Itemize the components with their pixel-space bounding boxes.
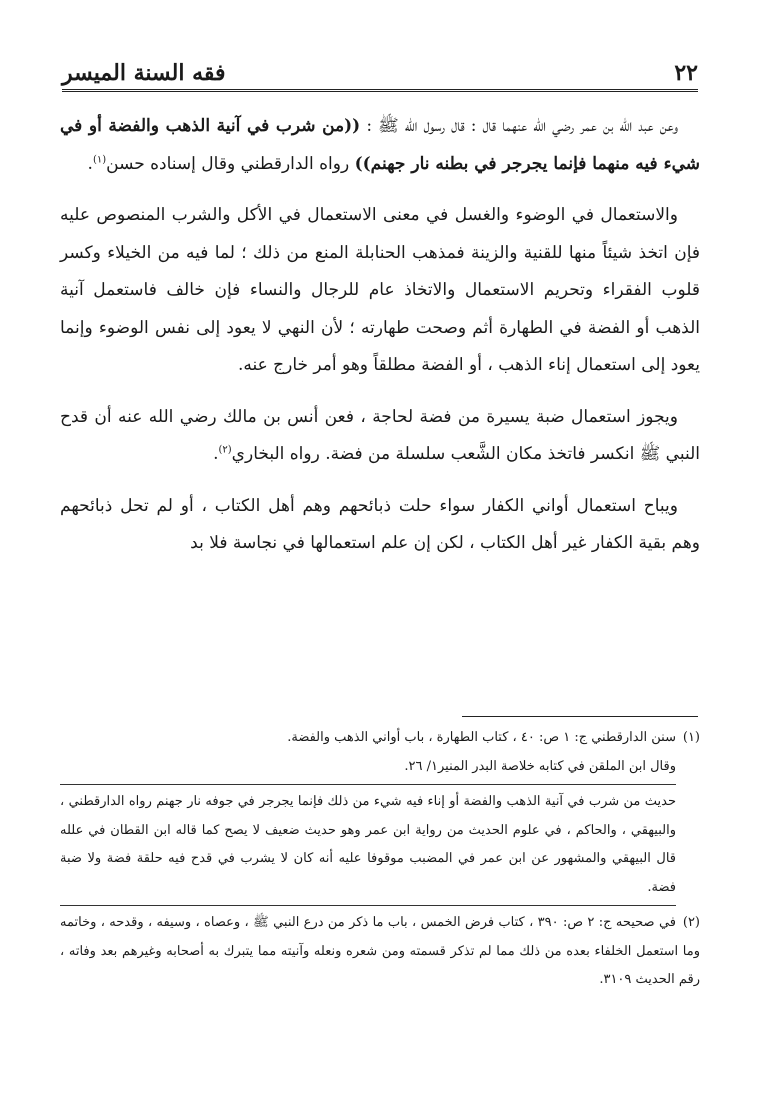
footnote-1-line-1: (١)سنن الدارقطني ج: ١ ص: ٤٠ ، كتاب الطهارة ، باب أواني الذهب والفضة. <box>60 724 700 753</box>
footnote-ref-2[interactable]: (٢) <box>218 444 232 456</box>
page-number: ٢٢ <box>674 60 698 86</box>
hadith-text: ((من شرب في آنية الذهب والفضة أو في شيء فيه منهما فإنما يجرجر في بطنه نار جهنم)) <box>60 116 700 174</box>
footnote-2-number: (٢) <box>682 915 700 930</box>
footnote-inner-rule-2 <box>60 905 676 906</box>
narration-intro: وعن عبد الله بن عمر رضي الله عنهما قال : قال رسول الله ﷺ : <box>360 116 678 136</box>
page-header <box>62 52 698 92</box>
footnotes <box>60 724 700 995</box>
footnote-1-number: (١) <box>682 730 700 745</box>
main-text <box>60 108 700 577</box>
footnote-ref-1[interactable]: (١) <box>92 153 107 165</box>
paragraph-wudu-usage: والاستعمال في الوضوء والغسل في معنى الاستعمال في الأكل والشرب المنصوص عليه فإن اتخذ شيئاً منها للقنية والزينة فمذهب الحنابلة المنع من ذلك ؛ لما فيه من الخيلاء وكسر قلوب الفقراء وتحريم الاستعمال والاتخاذ عام للرجال والنساء فإن خالف فاستعمل آنية الذهب أو الفضة في الطهارة أثم وصحت طهارته ؛ لأن النهي لا يعود إلى نفس الوضوء وإنما يعود إلى استعمال إناء الذهب ، أو الفضة مطلقاً وهو أمر خارج عنه. <box>60 205 700 375</box>
footnote-1-line-2: وقال ابن الملقن في كتابه خلاصة البدر المنير١/ ٢٦. <box>404 758 676 774</box>
running-title: فقه السنة الميسر <box>62 60 226 86</box>
narration-source: رواه الدارقطني وقال إسناده حسن <box>106 153 355 174</box>
paragraph-disbelievers-vessels: ويباح استعمال أواني الكفار سواء حلت ذبائحهم وهم أهل الكتاب ، أو لم تحل ذبائحهم وهم بقية الكفار غير أهل الكتاب ، لكن إن علم استعمالها في نجاسة فلا بد <box>60 495 700 553</box>
paragraph-hadith-ibn-umar: وعن عبد الله بن عمر رضي الله عنهما قال : قال رسول الله ﷺ : ((من شرب في آنية الذهب والفضة أو في شيء فيه منهما فإنما يجرجر في بطنه نار جهنم)) رواه الدارقطني وقال إسناده حسن$^{(١)}$. <box>60 116 700 174</box>
footnote-inner-rule <box>60 784 676 785</box>
paragraph-silver-clasp: ويجوز استعمال ضبة يسيرة من فضة لحاجة ، فعن أنس بن مالك رضي الله عنه أن قدح النبي ﷺ انكسر فاتخذ مكان الشَّعب سلسلة من فضة. رواه البخاري$^{(٢)}$. <box>60 406 700 464</box>
footnote-1-takhrij: حديث من شرب في آنية الذهب والفضة أو إناء فيه شيء من ذلك فإنما يجرجر في جوفه نار جهنم رواه الدارقطني ، والبيهقي ، والحاكم ، في علوم الحديث من رواية ابن عمر وهو حديث ضعيف لا يصح كما قاله ابن القطان في علله قال البيهقي والمشهور عن ابن عمر في المضبب موقوفا عليه أنه كان لا يشرب في قدح فيه حلقة فضة ولا ضبة فضة. <box>60 794 676 895</box>
footnote-2: (٢)في صحيحه ج: ٢ ص: ٣٩٠ ، كتاب فرض الخمس ، باب ما ذكر من درع النبي ﷺ ، وعصاه ، وسيفه ، وقدحه ، وخاتمه وما استعمل الخلفاء بعده من ذلك مما لم تذكر قسمته ومن شعره ونعله وآنيته مما يتبرك به أصحابه وغيرهم بعد وفاته ، رقم الحديث ٣١٠٩. <box>60 909 700 995</box>
footnote-separator <box>462 716 698 717</box>
